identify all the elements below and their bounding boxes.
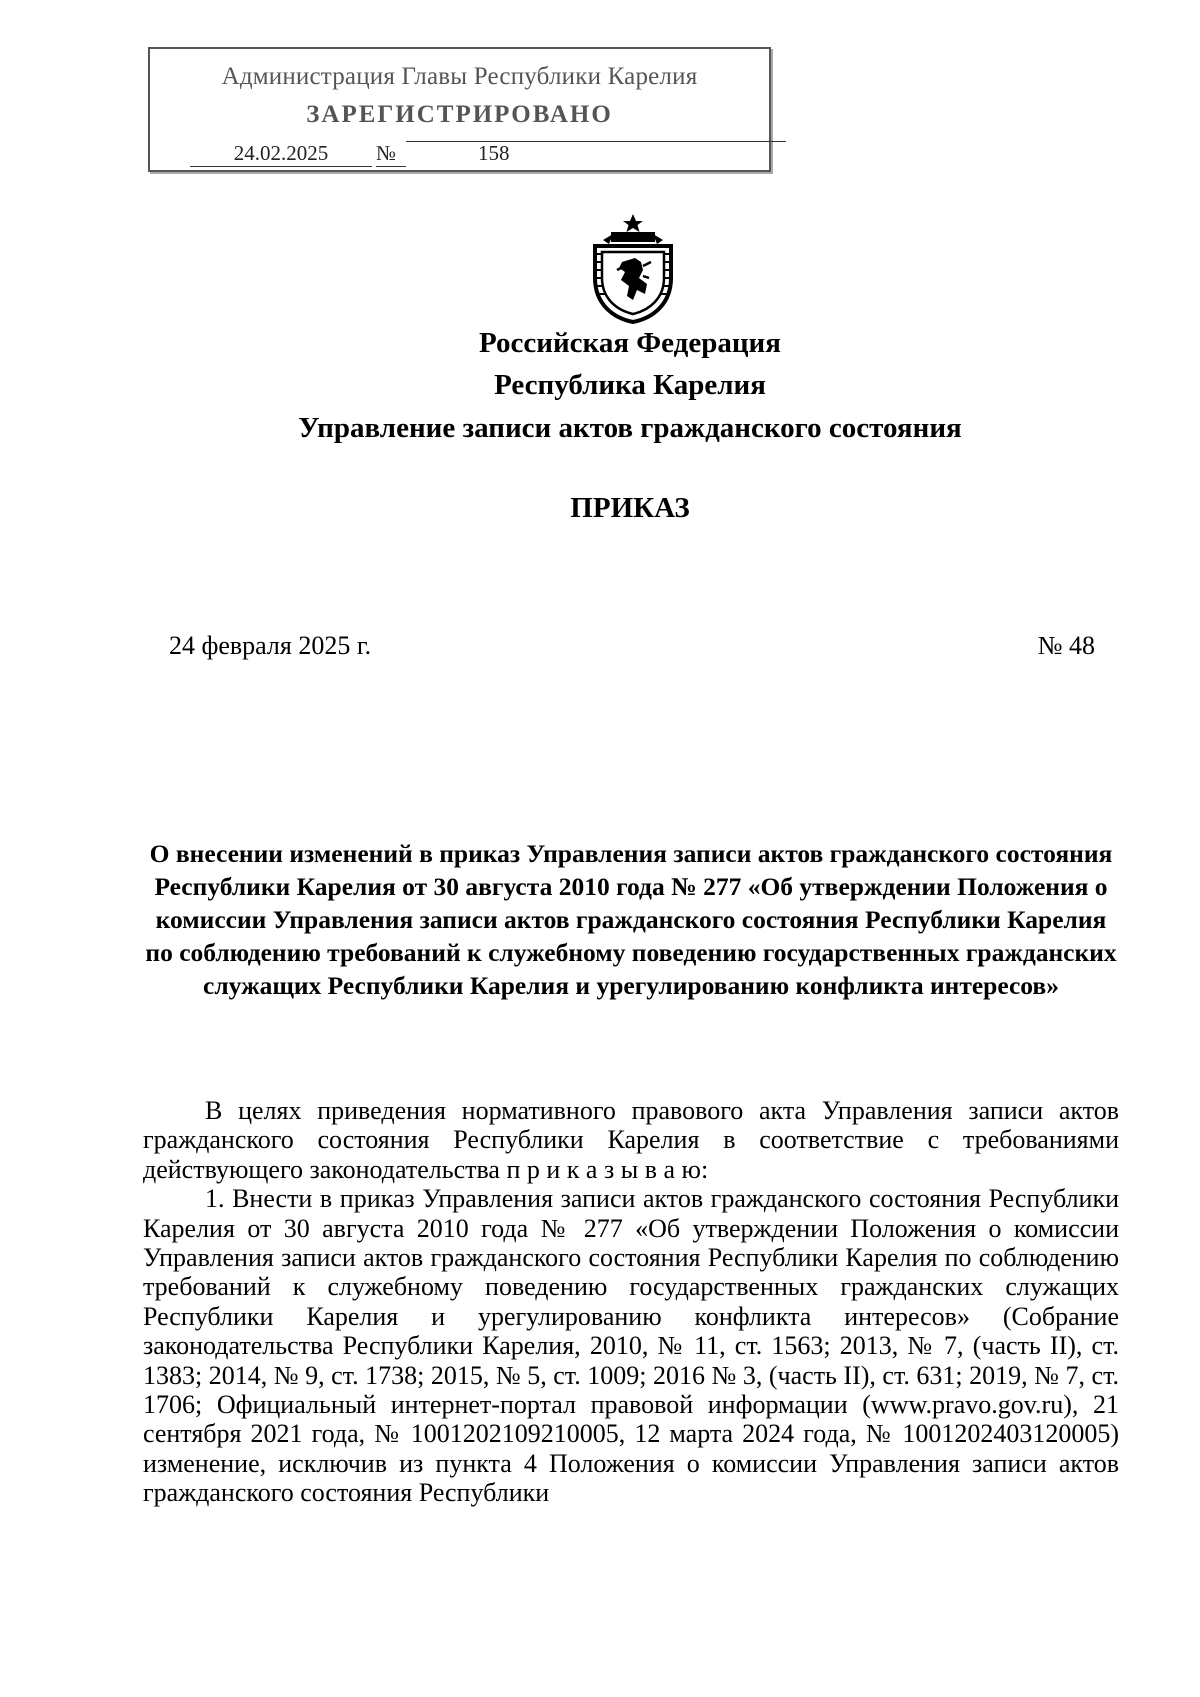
stamp-status: ЗАРЕГИСТРИРОВАНО xyxy=(306,101,613,128)
stamp-organization: Администрация Главы Республики Карелия xyxy=(221,63,698,90)
paragraph-preamble: В целях приведения нормативного правового акта Управления записи актов гражданского состояния Республики Карелия в соответствие с требованиями действующего законодательства п р и к а з ы в а ю: xyxy=(143,1096,1119,1184)
document-type: ПРИКАЗ xyxy=(570,492,690,524)
stamp-number: 158 xyxy=(478,141,510,165)
stamp-number-field xyxy=(406,141,786,165)
document-body xyxy=(143,1096,1119,1508)
coat-of-arms-karelia-icon xyxy=(589,212,677,324)
order-date: 24 февраля 2025 г. xyxy=(169,631,372,660)
stamp-date: 24.02.2025 xyxy=(190,141,372,167)
stamp-number-sign: № xyxy=(376,141,406,167)
header-agency: Управление записи актов гражданского состояния xyxy=(298,412,962,444)
header-country: Российская Федерация xyxy=(479,327,781,359)
registration-stamp xyxy=(148,47,771,172)
paragraph-item-1: 1. Внести в приказ Управления записи актов гражданского состояния Республики Карелия от 30 августа 2010 года № 277 «Об утверждении Положения о комиссии Управления записи актов гражданского состояния Республики Карелия по соблюдению требований к служебному поведению государственных гражданских служащих Республики Карелия и урегулированию конфликта интересов» (Собрание законодательства Республики Карелия, 2010, № 11, ст. 1563; 2013, № 7, (часть II), ст. 1383; 2014, № 9, ст. 1738; 2015, № 5, ст. 1009; 2016 № 3, (часть II), ст. 631; 2019, № 7, ст. 1706; Официальный интернет-портал правовой информации (www.pravo.gov.ru), 21 сентября 2021 года, № 1001202109210005, 12 марта 2024 года, № 1001202403120005) изменение, исключив из пункта 4 Положения о комиссии Управления записи актов гражданского состояния Республики xyxy=(143,1184,1119,1508)
order-number: № 48 xyxy=(1037,631,1095,660)
header-republic: Республика Карелия xyxy=(494,369,766,401)
document-title: О внесении изменений в приказ Управления записи актов гражданского состояния Республики Карелия от 30 августа 2010 года № 277 «Об утверждении Положения о комиссии Управления записи актов гражданского состояния Республики Карелия по соблюдению требований к служебному поведению государственных гражданских служащих Республики Карелия и урегулированию конфликта интересов» xyxy=(145,839,1117,1000)
